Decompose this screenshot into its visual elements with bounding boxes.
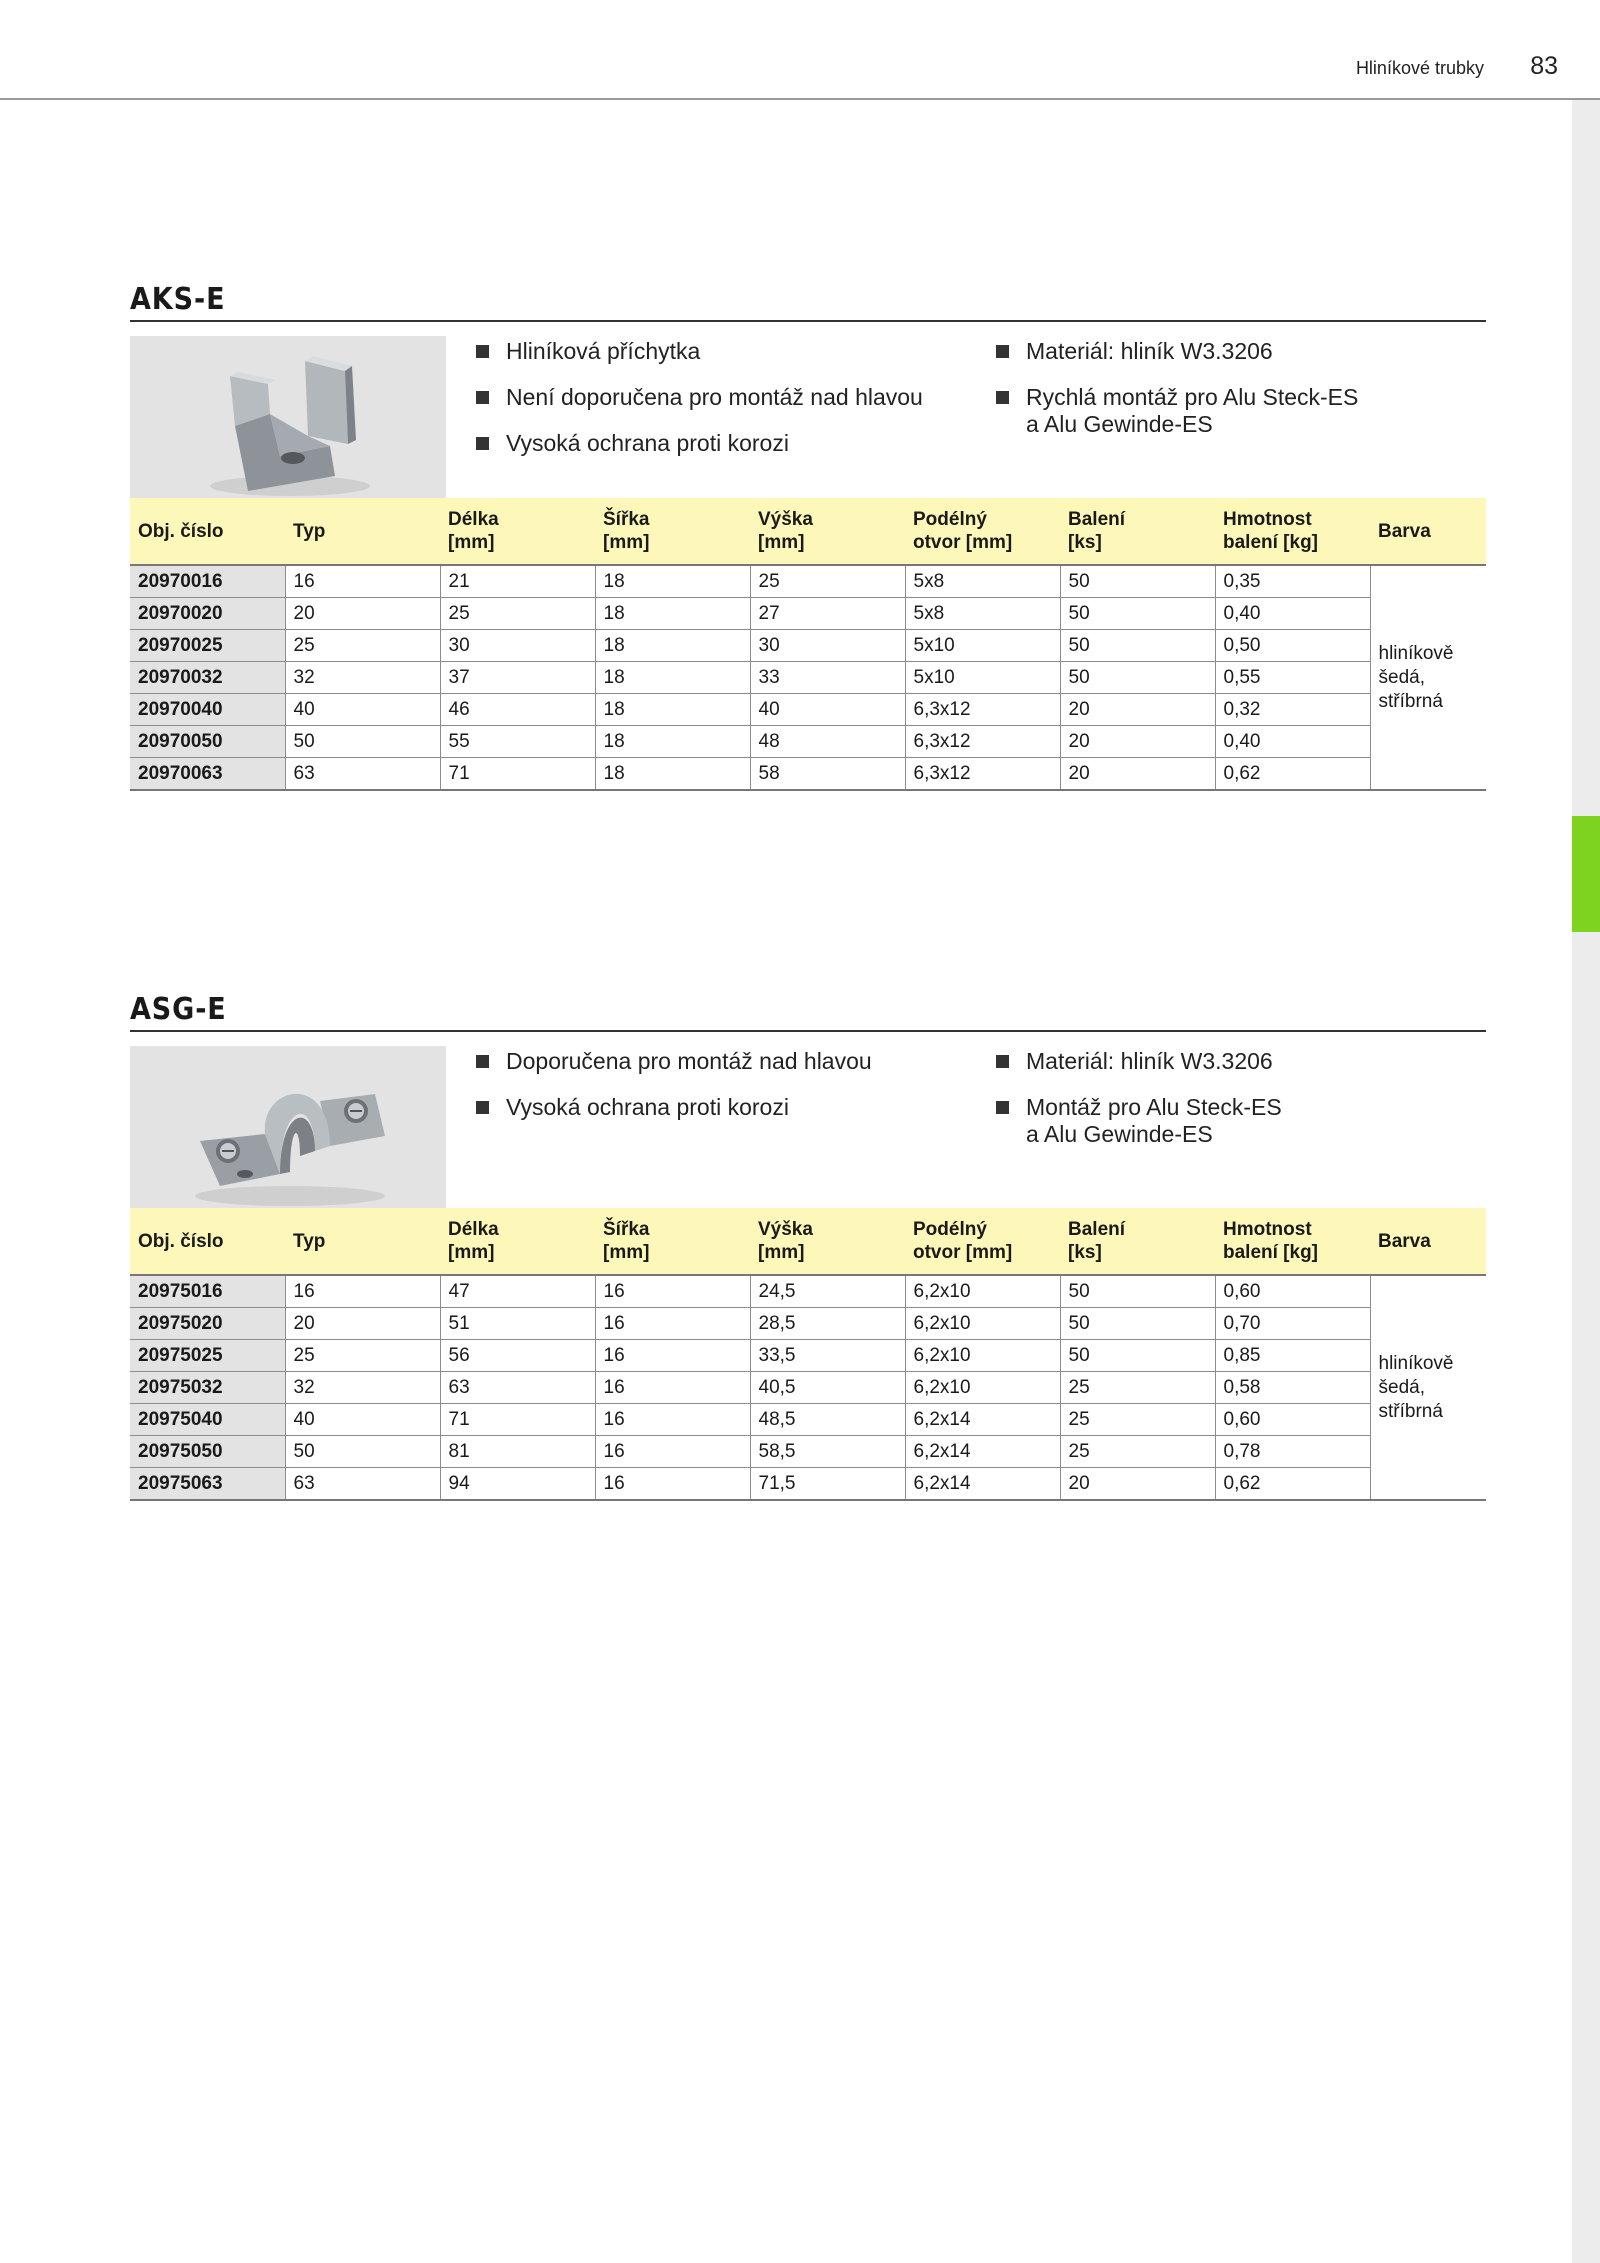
table-cell: 24,5	[750, 1275, 905, 1308]
order-number-cell: 20970032	[130, 662, 285, 694]
column-header: Barva	[1370, 1208, 1486, 1275]
page-header	[0, 0, 1600, 100]
table-row	[130, 1275, 1486, 1308]
section-divider	[130, 1030, 1486, 1032]
square-bullet-icon	[476, 1101, 489, 1114]
table-cell: 21	[440, 565, 595, 598]
order-number-cell: 20970063	[130, 758, 285, 791]
table-cell: 16	[595, 1275, 750, 1308]
column-header: Typ	[285, 1208, 440, 1275]
table-cell: 48,5	[750, 1404, 905, 1436]
table-cell: 0,70	[1215, 1308, 1370, 1340]
column-header: Barva	[1370, 498, 1486, 565]
square-bullet-icon	[996, 1101, 1009, 1114]
square-bullet-icon	[476, 437, 489, 450]
table-cell: 40	[285, 1404, 440, 1436]
table-cell: 0,62	[1215, 1468, 1370, 1501]
product-section-aks-e	[130, 282, 1486, 852]
table-row	[130, 758, 1486, 791]
feature-item: Vysoká ochrana proti korozi	[476, 430, 976, 457]
order-number-cell: 20975032	[130, 1372, 285, 1404]
feature-item: Hliníková příchytka	[476, 338, 976, 365]
column-header: Obj. číslo	[130, 1208, 285, 1275]
table-cell: 25	[440, 598, 595, 630]
table-cell: 18	[595, 565, 750, 598]
table-cell: 16	[595, 1372, 750, 1404]
table-cell: 40	[285, 694, 440, 726]
table-cell: 6,3x12	[905, 694, 1060, 726]
table-cell: 5x8	[905, 598, 1060, 630]
table-cell: 16	[595, 1468, 750, 1501]
table-cell: 0,40	[1215, 726, 1370, 758]
table-cell: 47	[440, 1275, 595, 1308]
table-cell: 56	[440, 1340, 595, 1372]
table-header-row	[130, 498, 1486, 565]
order-number-cell: 20975050	[130, 1436, 285, 1468]
table-cell: 32	[285, 662, 440, 694]
feature-item: Rychlá montáž pro Alu Steck-ES a Alu Gewinde-ES	[996, 384, 1476, 438]
table-cell: 5x10	[905, 662, 1060, 694]
table-cell: 6,2x10	[905, 1308, 1060, 1340]
table-cell: 18	[595, 630, 750, 662]
table-cell: 50	[1060, 565, 1215, 598]
table-cell: 81	[440, 1436, 595, 1468]
table-cell: 50	[1060, 1340, 1215, 1372]
asg-e-saddle-clamp-image	[130, 1046, 446, 1232]
table-cell: 0,78	[1215, 1436, 1370, 1468]
order-number-cell: 20975020	[130, 1308, 285, 1340]
feature-item: Montáž pro Alu Steck-ES a Alu Gewinde-ES	[996, 1094, 1476, 1148]
table-cell: 25	[750, 565, 905, 598]
table-cell: 30	[750, 630, 905, 662]
section-divider	[130, 320, 1486, 322]
table-cell: 71	[440, 1404, 595, 1436]
column-header: Délka [mm]	[440, 1208, 595, 1275]
table-row	[130, 1436, 1486, 1468]
table-row	[130, 1340, 1486, 1372]
table-cell: 63	[285, 758, 440, 791]
feature-item: Není doporučena pro montáž nad hlavou	[476, 384, 976, 411]
table-cell: 18	[595, 758, 750, 791]
square-bullet-icon	[476, 1055, 489, 1068]
table-cell: 58	[750, 758, 905, 791]
section-title: AKS-E	[130, 282, 226, 317]
column-header: Typ	[285, 498, 440, 565]
table-cell: 63	[440, 1372, 595, 1404]
table-cell: 40	[750, 694, 905, 726]
color-cell: hliníkově šedá, stříbrná	[1370, 1275, 1486, 1500]
table-cell: 20	[285, 598, 440, 630]
table-cell: 20	[1060, 694, 1215, 726]
feature-list-right	[996, 338, 1476, 457]
table-cell: 28,5	[750, 1308, 905, 1340]
table-cell: 27	[750, 598, 905, 630]
order-number-cell: 20975040	[130, 1404, 285, 1436]
table-cell: 71	[440, 758, 595, 791]
table-cell: 25	[285, 1340, 440, 1372]
table-cell: 94	[440, 1468, 595, 1501]
section-title: ASG-E	[130, 992, 227, 1027]
table-row	[130, 565, 1486, 598]
column-header: Hmotnost balení [kg]	[1215, 1208, 1370, 1275]
running-title: Hliníkové trubky	[1355, 58, 1484, 78]
table-cell: 25	[1060, 1436, 1215, 1468]
product-section-asg-e	[130, 992, 1486, 1592]
order-number-cell: 20970040	[130, 694, 285, 726]
table-cell: 16	[285, 1275, 440, 1308]
table-cell: 0,62	[1215, 758, 1370, 791]
table-cell: 0,55	[1215, 662, 1370, 694]
table-cell: 5x8	[905, 565, 1060, 598]
table-cell: 0,32	[1215, 694, 1370, 726]
table-cell: 20	[285, 1308, 440, 1340]
table-row	[130, 1372, 1486, 1404]
square-bullet-icon	[476, 345, 489, 358]
table-cell: 0,35	[1215, 565, 1370, 598]
table-cell: 50	[1060, 598, 1215, 630]
table-cell: 0,60	[1215, 1404, 1370, 1436]
feature-item: Materiál: hliník W3.3206	[996, 1048, 1476, 1075]
feature-list-right	[996, 1048, 1476, 1167]
table-cell: 25	[285, 630, 440, 662]
spec-table-asg-e	[130, 1208, 1486, 1501]
table-row	[130, 1308, 1486, 1340]
table-cell: 0,50	[1215, 630, 1370, 662]
table-cell: 30	[440, 630, 595, 662]
table-cell: 0,40	[1215, 598, 1370, 630]
table-row	[130, 694, 1486, 726]
table-cell: 50	[1060, 630, 1215, 662]
square-bullet-icon	[996, 345, 1009, 358]
side-margin-strip	[1572, 100, 1600, 2263]
order-number-cell: 20970020	[130, 598, 285, 630]
table-cell: 0,58	[1215, 1372, 1370, 1404]
table-cell: 18	[595, 598, 750, 630]
order-number-cell: 20970025	[130, 630, 285, 662]
table-header-row	[130, 1208, 1486, 1275]
table-cell: 16	[595, 1340, 750, 1372]
column-header: Výška [mm]	[750, 498, 905, 565]
table-cell: 33,5	[750, 1340, 905, 1372]
table-cell: 20	[1060, 726, 1215, 758]
table-cell: 40,5	[750, 1372, 905, 1404]
table-cell: 16	[595, 1308, 750, 1340]
table-cell: 20	[1060, 1468, 1215, 1501]
column-header: Hmotnost balení [kg]	[1215, 498, 1370, 565]
table-cell: 6,2x10	[905, 1372, 1060, 1404]
page-number: 83	[1530, 52, 1558, 80]
table-cell: 18	[595, 662, 750, 694]
table-cell: 5x10	[905, 630, 1060, 662]
chapter-tab-marker	[1572, 816, 1600, 932]
column-header: Podélný otvor [mm]	[905, 1208, 1060, 1275]
table-cell: 50	[285, 1436, 440, 1468]
table-cell: 63	[285, 1468, 440, 1501]
table-cell: 48	[750, 726, 905, 758]
column-header: Výška [mm]	[750, 1208, 905, 1275]
table-cell: 0,60	[1215, 1275, 1370, 1308]
table-cell: 32	[285, 1372, 440, 1404]
order-number-cell: 20975016	[130, 1275, 285, 1308]
feature-item: Doporučena pro montáž nad hlavou	[476, 1048, 976, 1075]
color-cell: hliníkově šedá, stříbrná	[1370, 565, 1486, 790]
order-number-cell: 20970016	[130, 565, 285, 598]
table-cell: 0,85	[1215, 1340, 1370, 1372]
table-cell: 25	[1060, 1372, 1215, 1404]
table-cell: 37	[440, 662, 595, 694]
column-header: Podélný otvor [mm]	[905, 498, 1060, 565]
table-cell: 18	[595, 726, 750, 758]
table-cell: 50	[1060, 662, 1215, 694]
order-number-cell: 20975025	[130, 1340, 285, 1372]
table-cell: 6,2x14	[905, 1404, 1060, 1436]
table-row	[130, 630, 1486, 662]
table-cell: 50	[1060, 1308, 1215, 1340]
column-header: Obj. číslo	[130, 498, 285, 565]
square-bullet-icon	[996, 1055, 1009, 1068]
table-cell: 33	[750, 662, 905, 694]
table-row	[130, 1468, 1486, 1501]
feature-list-left	[476, 1048, 976, 1140]
square-bullet-icon	[996, 391, 1009, 404]
feature-list-left	[476, 338, 976, 476]
order-number-cell: 20970050	[130, 726, 285, 758]
column-header: Šířka [mm]	[595, 498, 750, 565]
table-cell: 6,2x14	[905, 1468, 1060, 1501]
table-cell: 51	[440, 1308, 595, 1340]
column-header: Balení [ks]	[1060, 1208, 1215, 1275]
table-cell: 6,3x12	[905, 758, 1060, 791]
table-cell: 16	[595, 1404, 750, 1436]
table-row	[130, 662, 1486, 694]
table-cell: 50	[285, 726, 440, 758]
table-cell: 46	[440, 694, 595, 726]
column-header: Balení [ks]	[1060, 498, 1215, 565]
table-cell: 16	[285, 565, 440, 598]
table-cell: 6,3x12	[905, 726, 1060, 758]
header-divider	[0, 98, 1600, 100]
column-header: Šířka [mm]	[595, 1208, 750, 1275]
table-cell: 6,2x14	[905, 1436, 1060, 1468]
square-bullet-icon	[476, 391, 489, 404]
table-cell: 18	[595, 694, 750, 726]
column-header: Délka [mm]	[440, 498, 595, 565]
table-cell: 6,2x10	[905, 1275, 1060, 1308]
table-cell: 25	[1060, 1404, 1215, 1436]
table-cell: 16	[595, 1436, 750, 1468]
order-number-cell: 20975063	[130, 1468, 285, 1501]
table-cell: 6,2x10	[905, 1340, 1060, 1372]
table-row	[130, 1404, 1486, 1436]
feature-item: Vysoká ochrana proti korozi	[476, 1094, 976, 1121]
spec-table-aks-e	[130, 498, 1486, 791]
table-row	[130, 598, 1486, 630]
table-cell: 20	[1060, 758, 1215, 791]
aks-e-clip-image	[130, 336, 446, 522]
table-cell: 50	[1060, 1275, 1215, 1308]
table-row	[130, 726, 1486, 758]
table-cell: 55	[440, 726, 595, 758]
table-cell: 58,5	[750, 1436, 905, 1468]
feature-item: Materiál: hliník W3.3206	[996, 338, 1476, 365]
table-cell: 71,5	[750, 1468, 905, 1501]
